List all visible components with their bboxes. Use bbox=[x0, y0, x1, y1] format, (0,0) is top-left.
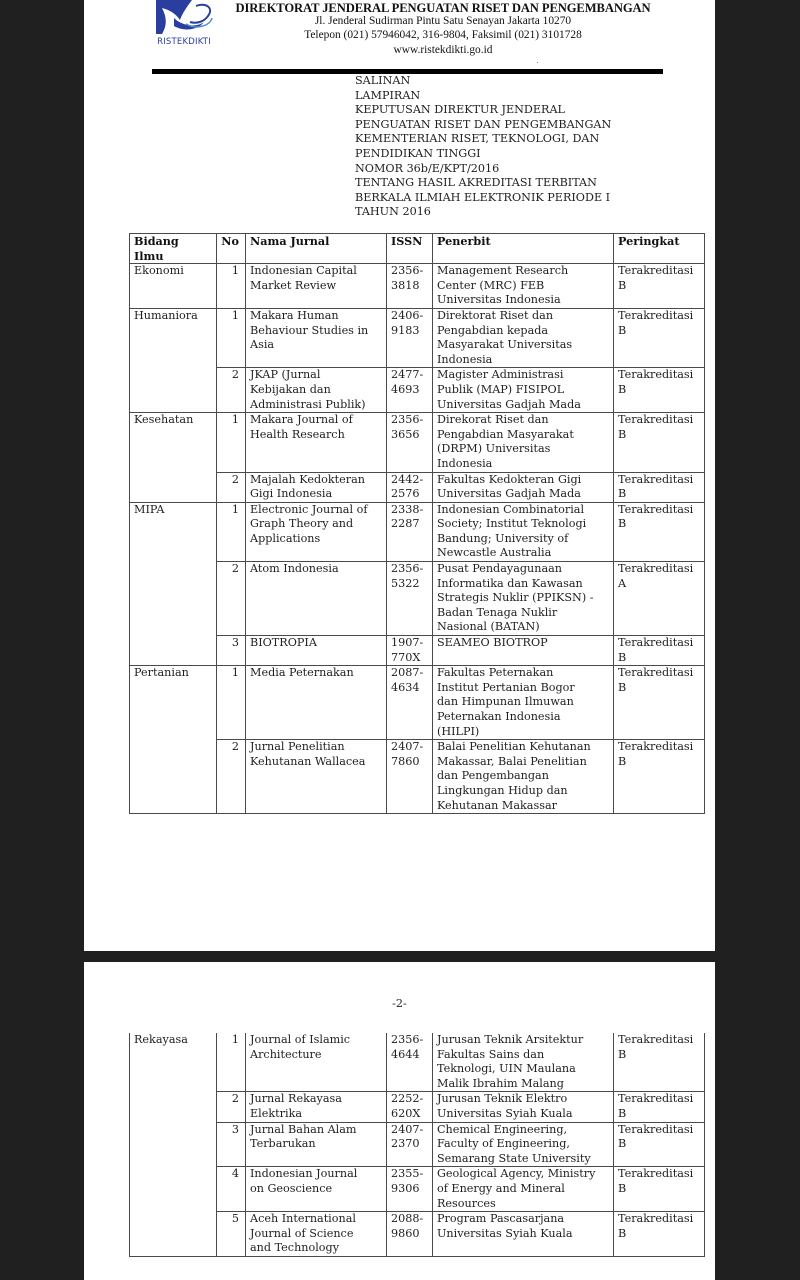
letterhead-title: DIREKTORAT JENDERAL PENGUATAN RISET DAN PENGEMBANGAN bbox=[235, 1, 651, 15]
cell-no: 1 bbox=[217, 264, 246, 309]
lampiran-line: PENGUATAN RISET DAN PENGEMBANGAN bbox=[355, 117, 612, 131]
nama-line: Indonesian Capital bbox=[250, 264, 357, 278]
issn-line: 2287 bbox=[391, 517, 420, 531]
penerbit-line: Indonesia bbox=[437, 352, 493, 366]
document-page-1 bbox=[84, 0, 715, 951]
cell-peringkat bbox=[614, 636, 705, 666]
peringkat-line: B bbox=[618, 278, 627, 292]
nama-line: Media Peternakan bbox=[250, 666, 354, 680]
cell-peringkat bbox=[614, 740, 705, 814]
penerbit-line: Strategis Nuklir (PPIKSN) - bbox=[437, 591, 594, 605]
peringkat-line: B bbox=[618, 650, 627, 664]
issn-line: 2356- bbox=[391, 1033, 424, 1046]
cell-nama bbox=[246, 413, 387, 472]
stray-dot bbox=[537, 62, 538, 63]
penerbit-line: Direkorat Riset dan bbox=[437, 413, 549, 427]
issn-line: 2576 bbox=[391, 487, 420, 501]
letterhead-website: www.ristekdikti.go.id bbox=[393, 44, 493, 56]
penerbit-line: Kehutanan Makassar bbox=[437, 798, 557, 812]
nama-line: Kebijakan dan bbox=[250, 382, 331, 396]
nama-line: Atom Indonesia bbox=[250, 562, 339, 576]
cell-peringkat bbox=[614, 1033, 705, 1092]
nama-line: Behaviour Studies in bbox=[250, 323, 369, 337]
issn-line: 3818 bbox=[391, 278, 420, 292]
cell-peringkat bbox=[614, 502, 705, 561]
peringkat-line: B bbox=[618, 1106, 627, 1120]
cell-peringkat bbox=[614, 562, 705, 636]
penerbit-line: Resources bbox=[437, 1196, 496, 1210]
peringkat-line: B bbox=[618, 1181, 627, 1195]
peringkat-line: A bbox=[618, 576, 627, 590]
penerbit-line: Nasional (BATAN) bbox=[437, 620, 540, 634]
document-page-2 bbox=[84, 962, 715, 1280]
cell-no: 5 bbox=[217, 1212, 246, 1257]
nama-line: Applications bbox=[250, 531, 321, 545]
table-row bbox=[130, 1033, 705, 1092]
cell-penerbit bbox=[433, 308, 614, 367]
penerbit-line: Newcastle Australia bbox=[437, 546, 552, 560]
peringkat-line: Terakreditasi bbox=[618, 1212, 694, 1226]
table-row bbox=[130, 562, 705, 636]
cell-peringkat bbox=[614, 1212, 705, 1257]
nama-line: Majalah Kedokteran bbox=[250, 472, 365, 486]
letterhead-address: Jl. Jenderal Sudirman Pintu Satu Senayan Jakarta 10270 bbox=[314, 15, 572, 27]
cell-no: 1 bbox=[217, 502, 246, 561]
nama-line: Gigi Indonesia bbox=[250, 487, 333, 501]
lampiran-line: KEPUTUSAN DIREKTUR JENDERAL bbox=[355, 103, 565, 117]
issn-line: 2370 bbox=[391, 1137, 420, 1151]
issn-line: 7860 bbox=[391, 754, 420, 768]
header-peringkat: Peringkat bbox=[614, 234, 705, 264]
table-row bbox=[130, 472, 705, 502]
penerbit-line: Teknologi, UIN Maulana bbox=[437, 1062, 576, 1076]
cell-bidang-ilmu: Pertanian bbox=[130, 666, 217, 814]
cell-issn bbox=[387, 1092, 433, 1122]
cell-penerbit bbox=[433, 1167, 614, 1212]
issn-line: 4644 bbox=[391, 1047, 420, 1061]
penerbit-line: Pengabdian kepada bbox=[437, 323, 549, 337]
cell-issn bbox=[387, 472, 433, 502]
peringkat-line: Terakreditasi bbox=[618, 1167, 694, 1181]
table-row bbox=[130, 1092, 705, 1122]
cell-penerbit bbox=[433, 264, 614, 309]
penerbit-line: dan Pengembangan bbox=[437, 769, 549, 783]
cell-peringkat bbox=[614, 472, 705, 502]
lampiran-line: NOMOR 36b/E/KPT/2016 bbox=[355, 161, 500, 175]
cell-issn bbox=[387, 666, 433, 740]
lampiran-line: SALINAN bbox=[355, 74, 411, 87]
cell-issn bbox=[387, 636, 433, 666]
penerbit-line: Masyarakat Universitas bbox=[437, 338, 573, 352]
issn-line: 9306 bbox=[391, 1181, 420, 1195]
cell-peringkat bbox=[614, 1092, 705, 1122]
issn-line: 9183 bbox=[391, 323, 420, 337]
cell-issn bbox=[387, 1212, 433, 1257]
penerbit-line: Balai Penelitian Kehutanan bbox=[437, 740, 591, 754]
nama-line: Journal of Science bbox=[250, 1226, 354, 1240]
cell-penerbit bbox=[433, 502, 614, 561]
penerbit-line: Badan Tenaga Nuklir bbox=[437, 605, 558, 619]
issn-line: 2407- bbox=[391, 1122, 424, 1136]
lampiran-line: PENDIDIKAN TINGGI bbox=[355, 146, 481, 160]
issn-line: 1907- bbox=[391, 636, 424, 650]
cell-penerbit bbox=[433, 562, 614, 636]
issn-line: 2407- bbox=[391, 740, 424, 754]
peringkat-line: Terakreditasi bbox=[618, 368, 694, 382]
cell-peringkat bbox=[614, 1122, 705, 1167]
cell-nama bbox=[246, 1092, 387, 1122]
cell-nama bbox=[246, 502, 387, 561]
nama-line: Makara Human bbox=[250, 308, 339, 322]
cell-nama bbox=[246, 1212, 387, 1257]
cell-peringkat bbox=[614, 264, 705, 309]
issn-line: 2356- bbox=[391, 562, 424, 576]
cell-penerbit bbox=[433, 1033, 614, 1092]
issn-line: 2442- bbox=[391, 472, 424, 486]
cell-no: 2 bbox=[217, 740, 246, 814]
cell-no: 1 bbox=[217, 308, 246, 367]
nama-line: on Geoscience bbox=[250, 1181, 333, 1195]
cell-penerbit bbox=[433, 1092, 614, 1122]
cell-peringkat bbox=[614, 413, 705, 472]
cell-nama bbox=[246, 368, 387, 413]
cell-issn bbox=[387, 502, 433, 561]
penerbit-line: Malik Ibrahim Malang bbox=[437, 1076, 564, 1090]
issn-line: 9860 bbox=[391, 1226, 420, 1240]
issn-line: 2477- bbox=[391, 368, 424, 382]
issn-line: 3656 bbox=[391, 427, 420, 441]
peringkat-line: Terakreditasi bbox=[618, 472, 694, 486]
journal-accreditation-table-continued bbox=[129, 1033, 705, 1257]
header-penerbit: Penerbit bbox=[433, 234, 614, 264]
penerbit-line: Pusat Pendayagunaan bbox=[437, 562, 562, 576]
nama-line: Health Research bbox=[250, 427, 345, 441]
penerbit-line: (DRPM) Universitas bbox=[437, 442, 551, 456]
page-number: -2- bbox=[392, 997, 407, 1010]
peringkat-line: Terakreditasi bbox=[618, 413, 694, 427]
penerbit-line: Program Pascasarjana bbox=[437, 1212, 565, 1226]
cell-nama bbox=[246, 1167, 387, 1212]
penerbit-line: Institut Pertanian Bogor bbox=[437, 680, 575, 694]
cell-no: 2 bbox=[217, 472, 246, 502]
penerbit-line: Universitas Syiah Kuala bbox=[437, 1226, 573, 1240]
logo-text: RISTEKDIKTI bbox=[157, 37, 211, 47]
table-row bbox=[130, 1167, 705, 1212]
peringkat-line: B bbox=[618, 487, 627, 501]
nama-line: Jurnal Rekayasa bbox=[250, 1092, 342, 1106]
nama-line: and Technology bbox=[250, 1241, 340, 1255]
header-nama-jurnal: Nama Jurnal bbox=[246, 234, 387, 264]
cell-issn bbox=[387, 308, 433, 367]
penerbit-line: Makassar, Balai Penelitian bbox=[437, 754, 587, 768]
peringkat-line: B bbox=[618, 382, 627, 396]
lampiran-line: TENTANG HASIL AKREDITASI TERBITAN bbox=[355, 176, 597, 190]
cell-nama bbox=[246, 264, 387, 309]
peringkat-line: B bbox=[618, 680, 627, 694]
peringkat-line: B bbox=[618, 517, 627, 531]
cell-nama bbox=[246, 562, 387, 636]
header-no: No bbox=[217, 234, 246, 264]
table-row bbox=[130, 308, 705, 367]
penerbit-line: Universitas Gadjah Mada bbox=[437, 487, 581, 501]
nama-line: Market Review bbox=[250, 278, 337, 292]
penerbit-line: Center (MRC) FEB bbox=[437, 278, 545, 292]
issn-line: 2355- bbox=[391, 1167, 424, 1181]
lampiran-heading bbox=[355, 74, 611, 220]
nama-line: Journal of Islamic bbox=[250, 1033, 351, 1046]
issn-line: 620X bbox=[391, 1106, 421, 1120]
cell-issn bbox=[387, 740, 433, 814]
peringkat-line: B bbox=[618, 427, 627, 441]
penerbit-line: Pengabdian Masyarakat bbox=[437, 427, 574, 441]
cell-no: 1 bbox=[217, 413, 246, 472]
penerbit-line: Jurusan Teknik Arsitektur bbox=[437, 1033, 584, 1046]
nama-line: Jurnal Penelitian bbox=[250, 740, 345, 754]
penerbit-line: Direktorat Riset dan bbox=[437, 308, 554, 322]
cell-no: 2 bbox=[217, 368, 246, 413]
peringkat-line: Terakreditasi bbox=[618, 740, 694, 754]
peringkat-line: B bbox=[618, 1226, 627, 1240]
penerbit-line: of Energy and Mineral bbox=[437, 1181, 565, 1195]
cell-nama bbox=[246, 636, 387, 666]
cell-penerbit bbox=[433, 413, 614, 472]
lampiran-line: TAHUN 2016 bbox=[355, 205, 431, 219]
issn-line: 4634 bbox=[391, 680, 420, 694]
cell-nama bbox=[246, 1033, 387, 1092]
nama-line: BIOTROPIA bbox=[250, 636, 317, 650]
penerbit-line: dan Himpunan Ilmuwan bbox=[437, 695, 574, 709]
peringkat-line: Terakreditasi bbox=[618, 1122, 694, 1136]
cell-nama bbox=[246, 666, 387, 740]
table-row bbox=[130, 1122, 705, 1167]
table-row bbox=[130, 264, 705, 309]
cell-nama bbox=[246, 472, 387, 502]
peringkat-line: Terakreditasi bbox=[618, 666, 694, 680]
nama-line: Aceh International bbox=[250, 1212, 356, 1226]
penerbit-line: Chemical Engineering, bbox=[437, 1122, 568, 1136]
cell-issn bbox=[387, 264, 433, 309]
penerbit-line: Bandung; University of bbox=[437, 531, 569, 545]
cell-nama bbox=[246, 1122, 387, 1167]
table-row bbox=[130, 666, 705, 740]
cell-no: 1 bbox=[217, 1033, 246, 1092]
penerbit-line: Indonesia bbox=[437, 456, 493, 470]
peringkat-line: Terakreditasi bbox=[618, 1033, 694, 1046]
peringkat-line: Terakreditasi bbox=[618, 308, 694, 322]
cell-issn bbox=[387, 562, 433, 636]
table-row bbox=[130, 502, 705, 561]
header-issn: ISSN bbox=[387, 234, 433, 264]
issn-line: 2338- bbox=[391, 502, 424, 516]
peringkat-line: B bbox=[618, 1047, 627, 1061]
nama-line: Terbarukan bbox=[250, 1137, 316, 1151]
cell-no: 2 bbox=[217, 1092, 246, 1122]
penerbit-line: Publik (MAP) FISIPOL bbox=[437, 382, 565, 396]
cell-no: 3 bbox=[217, 1122, 246, 1167]
penerbit-line: Lingkungan Hidup dan bbox=[437, 783, 568, 797]
cell-bidang-ilmu: Humaniora bbox=[130, 308, 217, 412]
nama-line: Kehutanan Wallacea bbox=[250, 754, 366, 768]
penerbit-line: Fakultas Sains dan bbox=[437, 1047, 545, 1061]
cell-issn bbox=[387, 1033, 433, 1092]
penerbit-line: Universitas Gadjah Mada bbox=[437, 397, 581, 411]
peringkat-line: B bbox=[618, 754, 627, 768]
cell-penerbit bbox=[433, 368, 614, 413]
issn-line: 5322 bbox=[391, 576, 420, 590]
penerbit-line: Faculty of Engineering, bbox=[437, 1137, 570, 1151]
issn-line: 2356- bbox=[391, 264, 424, 278]
cell-no: 4 bbox=[217, 1167, 246, 1212]
cell-penerbit bbox=[433, 740, 614, 814]
penerbit-line: Peternakan Indonesia bbox=[437, 710, 561, 723]
cell-penerbit bbox=[433, 472, 614, 502]
penerbit-line: Semarang State University bbox=[437, 1151, 591, 1165]
cell-no: 1 bbox=[217, 666, 246, 740]
cell-peringkat bbox=[614, 666, 705, 740]
penerbit-line: Geological Agency, Ministry bbox=[437, 1167, 596, 1181]
peringkat-line: B bbox=[618, 1137, 627, 1151]
penerbit-line: SEAMEO BIOTROP bbox=[437, 636, 548, 650]
nama-line: Elektrika bbox=[250, 1106, 303, 1120]
penerbit-line: Jurusan Teknik Elektro bbox=[437, 1092, 568, 1106]
cell-peringkat bbox=[614, 1167, 705, 1212]
cell-bidang-ilmu: Rekayasa bbox=[130, 1033, 217, 1256]
cell-issn bbox=[387, 368, 433, 413]
nama-line: Administrasi Publik) bbox=[250, 397, 366, 411]
penerbit-line: Society; Institut Teknologi bbox=[437, 517, 587, 531]
cell-nama bbox=[246, 308, 387, 367]
nama-line: Architecture bbox=[250, 1047, 322, 1061]
nama-line: JKAP (Jurnal bbox=[250, 368, 321, 382]
issn-line: 770X bbox=[391, 650, 421, 664]
nama-line: Jurnal Bahan Alam bbox=[250, 1122, 357, 1136]
peringkat-line: B bbox=[618, 323, 627, 337]
letterhead-phone: Telepon (021) 57946042, 316-9804, Faksimil (021) 3101728 bbox=[304, 29, 582, 41]
lampiran-line: LAMPIRAN bbox=[355, 88, 421, 102]
cell-issn bbox=[387, 1122, 433, 1167]
penerbit-line: Informatika dan Kawasan bbox=[437, 576, 583, 590]
table-row bbox=[130, 368, 705, 413]
peringkat-line: Terakreditasi bbox=[618, 636, 694, 650]
cell-penerbit bbox=[433, 666, 614, 740]
penerbit-line: Magister Administrasi bbox=[437, 368, 564, 382]
peringkat-line: Terakreditasi bbox=[618, 1092, 694, 1106]
peringkat-line: Terakreditasi bbox=[618, 562, 694, 576]
cell-nama bbox=[246, 740, 387, 814]
penerbit-line: Universitas Indonesia bbox=[437, 293, 561, 307]
penerbit-line: Management Research bbox=[437, 264, 569, 278]
issn-line: 2356- bbox=[391, 413, 424, 427]
cell-issn bbox=[387, 1167, 433, 1212]
cell-issn bbox=[387, 413, 433, 472]
issn-line: 4693 bbox=[391, 382, 420, 396]
cell-bidang-ilmu: MIPA bbox=[130, 502, 217, 666]
table-row bbox=[130, 1212, 705, 1257]
cell-bidang-ilmu: Kesehatan bbox=[130, 413, 217, 503]
table-row bbox=[130, 636, 705, 666]
issn-line: 2087- bbox=[391, 666, 424, 680]
penerbit-line: (HILPI) bbox=[437, 724, 480, 738]
penerbit-line: Fakultas Kedokteran Gigi bbox=[437, 472, 582, 486]
nama-line: Makara Journal of bbox=[250, 413, 353, 427]
header-bidang-ilmu: Bidang Ilmu bbox=[130, 234, 217, 264]
cell-penerbit bbox=[433, 1212, 614, 1257]
table-row bbox=[130, 413, 705, 472]
peringkat-line: Terakreditasi bbox=[618, 502, 694, 516]
cell-bidang-ilmu: Ekonomi bbox=[130, 264, 217, 309]
nama-line: Electronic Journal of bbox=[250, 502, 368, 516]
cell-no: 2 bbox=[217, 562, 246, 636]
table-header-row bbox=[130, 234, 705, 264]
lampiran-line: BERKALA ILMIAH ELEKTRONIK PERIODE I bbox=[355, 190, 611, 204]
table-row bbox=[130, 740, 705, 814]
cell-penerbit bbox=[433, 1122, 614, 1167]
cell-peringkat bbox=[614, 308, 705, 367]
peringkat-line: Terakreditasi bbox=[618, 264, 694, 278]
nama-line: Asia bbox=[250, 338, 275, 352]
issn-line: 2406- bbox=[391, 308, 424, 322]
penerbit-line: Indonesian Combinatorial bbox=[437, 502, 585, 516]
penerbit-line: Universitas Syiah Kuala bbox=[437, 1106, 573, 1120]
journal-accreditation-table bbox=[129, 233, 705, 814]
cell-no: 3 bbox=[217, 636, 246, 666]
lampiran-line: KEMENTERIAN RISET, TEKNOLOGI, DAN bbox=[355, 132, 600, 146]
nama-line: Graph Theory and bbox=[250, 517, 354, 531]
penerbit-line: Fakultas Peternakan bbox=[437, 666, 554, 680]
issn-line: 2088- bbox=[391, 1212, 424, 1226]
cell-penerbit bbox=[433, 636, 614, 666]
cell-peringkat bbox=[614, 368, 705, 413]
issn-line: 2252- bbox=[391, 1092, 424, 1106]
nama-line: Indonesian Journal bbox=[250, 1167, 358, 1181]
